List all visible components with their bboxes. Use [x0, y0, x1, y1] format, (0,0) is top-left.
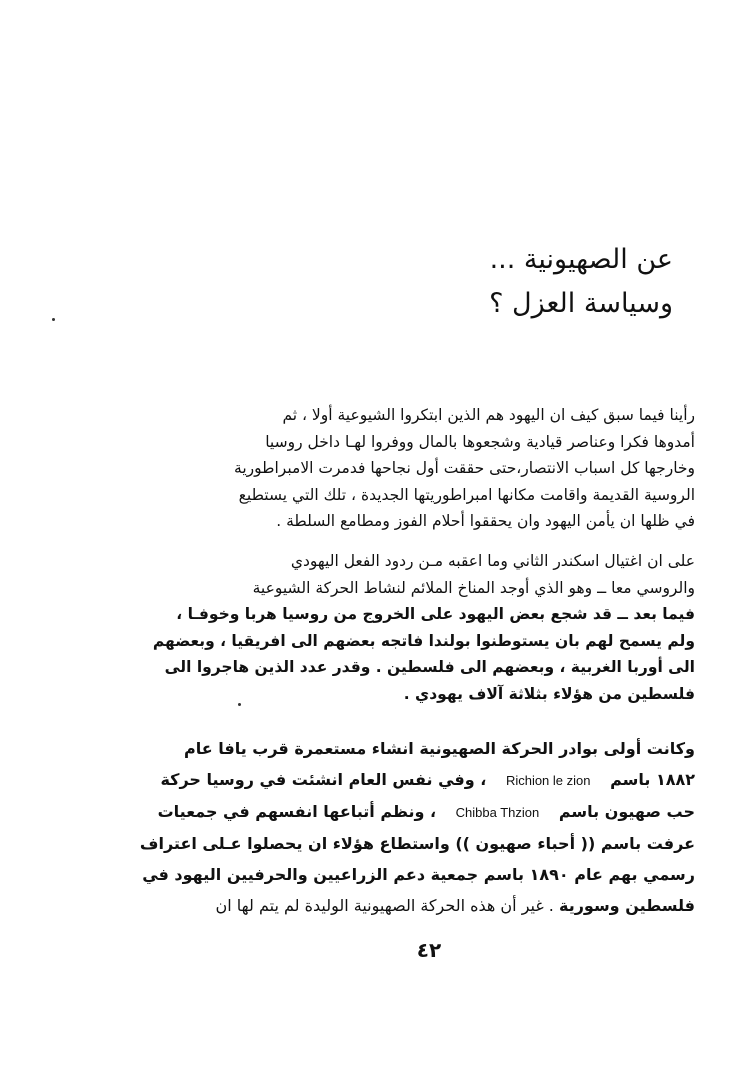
paragraph-2-line: فلسطين من هؤلاء بثلاثة آلاف يهودي . — [403, 684, 695, 703]
paragraph-3-text: ، وفي نفس العام انشئت في روسيا حركة — [160, 770, 487, 789]
paragraph-3-text: فلسطين وسورية — [558, 896, 695, 915]
paragraph-1-line: رأينا فيما سبق كيف ان اليهود هم الذين ابتكروا الشيوعية أولا ، ثم — [282, 406, 695, 424]
scan-speck — [52, 318, 55, 321]
chapter-title-line-1: عن الصهيونية ... — [489, 244, 673, 275]
paragraph-3-line: عرفت باسم (( أحباء صهيون )) واستطاع هؤلاء ان يحصلوا عـلى اعتراف — [139, 834, 695, 853]
paragraph-2-line: والروسي معا ــ وهو الذي أوجد المناخ الملائم لنشاط الحركة الشيوعية — [252, 578, 695, 597]
paragraph-2-line: على ان اغتيال اسكندر الثاني وما اعقبه مـن ردود الفعل اليهودي — [290, 552, 695, 570]
paragraph-2-line: ولم يسمح لهم بان يستوطنوا بولندا فاتجه بعضهم الى افريقيا ، وبعضهم — [152, 631, 695, 650]
latin-name-chibba: Chibba Thzion — [455, 805, 540, 820]
paragraph-3-text: ١٨٨٢ باسم — [610, 770, 695, 789]
paragraph-2 — [152, 548, 695, 707]
latin-name-richion: Richion le zion — [505, 773, 591, 788]
paragraph-1-line: وخارجها كل اسباب الانتصار،حتى حققت أول نجاحها فدمرت الامبراطورية — [234, 459, 695, 477]
paragraph-2-line: فيما بعد ــ قد شجع بعض اليهود على الخروج من روسيا هربا وخوفـا ، — [176, 605, 695, 623]
scan-speck — [238, 703, 241, 706]
paragraph-1-line: أمدوها فكرا وعناصر قيادية وشجعوها بالمال ووفروا لهـا داخل روسيا — [265, 432, 695, 451]
paragraph-3-text: . غير أن هذه الحركة الصهيونية الوليدة لم يتم لها ان — [215, 896, 554, 915]
paragraph-1-line: الروسية القديمة واقامت مكانها امبراطوريتها الجديدة ، تلك التي يستطيع — [238, 485, 695, 504]
paragraph-3 — [139, 733, 695, 921]
paragraph-3-text: ، ونظم أتباعها انفسهم في جمعيات — [157, 802, 437, 821]
chapter-title — [413, 238, 673, 326]
paragraph-3-line — [160, 764, 695, 796]
paragraph-3-line: رسمي بهم عام ١٨٩٠ باسم جمعية دعم الزراعيين والحرفيين اليهود في — [142, 865, 695, 884]
paragraph-2-line: الى أوربا الغربية ، وبعضهم الى فلسطين . وقدر عدد الذين هاجروا الى — [164, 658, 695, 676]
page-number: ٤٢ — [416, 938, 442, 962]
paragraph-3-text: حب صهيون باسم — [558, 802, 695, 821]
chapter-title-line-2: وسياسة العزل ؟ — [489, 288, 673, 319]
paragraph-3-line — [190, 890, 695, 921]
paragraph-1-line: في ظلها ان يأمن اليهود وان يحققوا أحلام الفوز ومطامع السلطة . — [276, 512, 695, 530]
paragraph-3-line: وكانت أولى بوادر الحركة الصهيونية انشاء مستعمرة قرب يافا عام — [183, 739, 695, 758]
paragraph-1 — [190, 402, 695, 535]
paragraph-3-line — [157, 796, 695, 828]
